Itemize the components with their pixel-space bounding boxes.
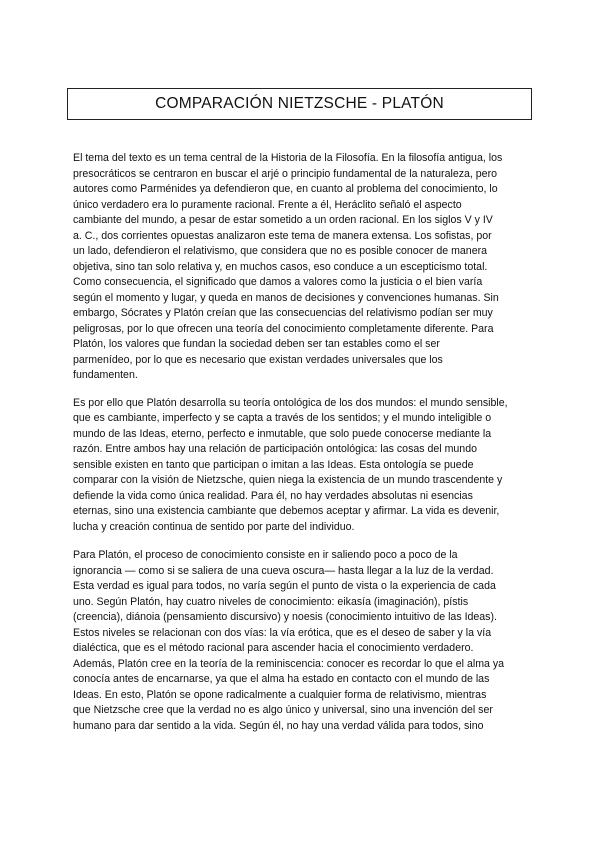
- text-line: Platón, los valores que fundan la sociedad deben ser tan estables como el ser: [73, 338, 440, 350]
- text-line: Ideas. En esto, Platón se opone radicalmente a cualquier forma de relativismo, mientras: [73, 688, 487, 701]
- text-line: Además, Platón cree en la teoría de la reminiscencia: conocer es recordar lo que el alma ya: [73, 657, 505, 670]
- text-line: único verdadero era lo puramente racional. Frente a él, Heráclito señaló el aspecto: [73, 198, 462, 211]
- text-line: conocía antes de encarnarse, ya que el alma ha estado en contacto con el mundo de las: [73, 673, 490, 685]
- text-line: objetiva, sino tan solo relativa y, en muchos casos, eso conduce a un escepticismo total.: [73, 260, 488, 273]
- text-line: eternas, sino una existencia cambiante que debemos aceptar y afirmar. La vida es devenir,: [73, 505, 500, 517]
- text-line: dialéctica, que es el método racional para ascender hacia el conocimiento verdadero.: [73, 642, 474, 654]
- paragraph: [73, 396, 533, 536]
- text-line: mundo de las Ideas, eterno, perfecto e inmutable, que solo puede conocerse mediante la: [73, 427, 492, 440]
- text-line: Esta verdad es igual para todos, no varía según el punto de vista o la experiencia de cada: [73, 580, 496, 592]
- text-line: uno. Según Platón, hay cuatro niveles de conocimiento: eikasía (imaginación), pístis: [73, 595, 469, 608]
- text-line: ignorancia — como si se saliera de una cueva oscura— hasta llegar a la luz de la verdad.: [73, 564, 494, 577]
- text-line: Como consecuencia, el significado que damos a valores como la justicia o el bien varía: [73, 276, 483, 288]
- text-line: comparar con la visión de Nietzsche, quien niega la existencia de un mundo trascendente y: [73, 474, 503, 486]
- text-line: peligrosas, por lo que ofrecen una teoría del conocimiento completamente diferente. Para: [73, 322, 494, 335]
- page-title: COMPARACIÓN NIETZSCHE - PLATÓN: [155, 95, 444, 112]
- text-line: (creencia), diánoia (pensamiento discursivo) y noesis (conocimiento intuitivo de las Ideas).: [73, 611, 497, 623]
- text-line: que Nietzsche cree que la verdad no es algo único y universal, sino una invención del ser: [73, 704, 493, 716]
- text-line: Para Platón, el proceso de conocimiento consiste en ir saliendo poco a poco de la: [73, 549, 458, 561]
- text-line: Es por ello que Platón desarrolla su teoría ontológica de los dos mundos: el mundo sensible,: [73, 396, 508, 409]
- text-line: un lado, defendieron el relativismo, que considera que no es posible conocer de manera: [73, 245, 488, 257]
- text-line: cambiante del mundo, a pesar de estar sometido a un orden racional. En los siglos V y IV: [73, 214, 493, 226]
- text-line: humano para dar sentido a la vida. Según él, no hay una verdad válida para todos, sino: [73, 719, 484, 732]
- text-line: lucha y creación continua de sentido por parte del individuo.: [73, 520, 355, 533]
- text-line: según el momento y lugar, y queda en manos de decisiones y convenciones humanas. Sin: [73, 291, 499, 304]
- text-line: sensible existen en tanto que participan o imitan a las Ideas. Esta ontología se puede: [73, 458, 474, 471]
- title-box: [67, 88, 532, 120]
- text-line: fundamenten.: [73, 369, 138, 381]
- paragraph: [73, 151, 533, 384]
- text-line: razón. Entre ambos hay una relación de participación ontológica: las cosas del mundo: [73, 443, 477, 455]
- paragraph: [73, 548, 533, 734]
- text-line: que es cambiante, imperfecto y se capta a través de los sentidos; y el mundo inteligible o: [73, 412, 492, 424]
- text-line: parmenídeo, por lo que es necesario que existan verdades universales que los: [73, 353, 443, 366]
- text-line: Estos niveles se relacionan con dos vías: la vía erótica, que es el deseo de saber y la vía: [73, 626, 492, 639]
- document-body: [73, 151, 533, 734]
- text-line: defiende la vida como única realidad. Para él, no hay verdades absolutas ni esencias: [73, 489, 473, 502]
- text-line: embargo, Sócrates y Platón creían que las consecuencias del relativismo podían ser muy: [73, 307, 493, 319]
- text-line: presocráticos se centraron en buscar el arjé o principio fundamental de la naturaleza, pero: [73, 167, 497, 180]
- text-line: a. C., dos corrientes opuestas analizaron este tema de manera extensa. Los sofistas, por: [73, 229, 492, 242]
- text-line: El tema del texto es un tema central de la Historia de la Filosofía. En la filosofía antigua, los: [73, 152, 503, 164]
- text-line: autores como Parménides ya defendieron que, en cuanto al problema del conocimiento, lo: [73, 183, 498, 195]
